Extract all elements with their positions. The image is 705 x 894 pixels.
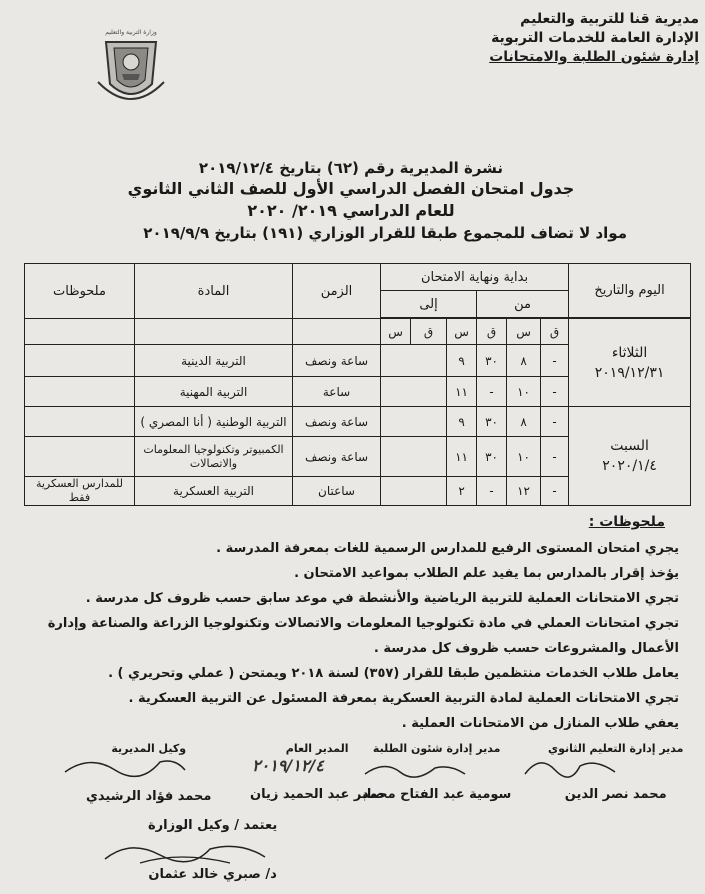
duration: ساعة ونصف bbox=[293, 437, 381, 477]
header-to: إلى bbox=[381, 291, 477, 318]
duration: ساعتان bbox=[293, 477, 381, 506]
to-minute: ٣٠ bbox=[477, 407, 507, 437]
list-item: يؤخذ إقرار بالمدارس بما يفيد علم الطلاب بمواعيد الامتحان . bbox=[294, 566, 679, 581]
col-min: ق bbox=[411, 319, 447, 345]
header-start-end: بداية ونهاية الامتحان bbox=[381, 264, 569, 291]
from-hour: ١٠ bbox=[507, 437, 541, 477]
from-hour: ٨ bbox=[507, 407, 541, 437]
signatory-title: وكيل المديرية bbox=[111, 742, 187, 755]
signatory-title: مدير إدارة التعليم الثانوي bbox=[548, 742, 684, 755]
to-hour: ٩ bbox=[447, 345, 477, 377]
header-subject: المادة bbox=[135, 264, 293, 319]
signatory-title: يعتمد / وكيل الوزارة bbox=[148, 818, 278, 833]
exam-schedule-table bbox=[24, 263, 691, 506]
handwritten-signature-icon bbox=[100, 835, 270, 869]
subject: التربية العسكرية bbox=[135, 477, 293, 506]
col-min: ق bbox=[477, 319, 507, 345]
to-hour: ١١ bbox=[447, 377, 477, 407]
to-minute: ٣٠ bbox=[477, 437, 507, 477]
list-item: يعفي طلاب المنازل من الامتحانات العملية . bbox=[401, 716, 679, 731]
col-min: ق bbox=[541, 319, 569, 345]
from-minute: - bbox=[541, 345, 569, 377]
row-note bbox=[25, 407, 135, 437]
handwritten-signature-icon bbox=[520, 752, 620, 782]
header-duration: الزمن bbox=[293, 264, 381, 319]
row-note bbox=[25, 377, 135, 407]
to-minute: ٣٠ bbox=[477, 345, 507, 377]
notes-list bbox=[19, 536, 679, 736]
to-hour: ٩ bbox=[447, 407, 477, 437]
handwritten-signature-icon bbox=[360, 756, 470, 782]
bulletin-number: نشرة المديرية رقم (٦٢) بتاريخ ٢٠١٩/١٢/٤ bbox=[198, 159, 504, 177]
notes-heading: ملحوظات : bbox=[588, 514, 665, 530]
day-cell bbox=[569, 319, 691, 407]
academic-year: للعام الدراسي ٢٠١٩/ ٢٠٢٠ bbox=[247, 201, 455, 220]
duration: ساعة ونصف bbox=[293, 407, 381, 437]
letterhead-general-admin: الإدارة العامة للخدمات التربوية bbox=[491, 30, 699, 46]
signatory-title: مدير إدارة شئون الطلبة bbox=[372, 742, 501, 755]
signatory-title: المدير العام bbox=[285, 742, 349, 755]
signatory-name: محمد نصر الدين bbox=[564, 787, 667, 802]
ministry-seal-icon bbox=[86, 24, 176, 110]
day-cell bbox=[569, 407, 691, 506]
to-minute: - bbox=[477, 377, 507, 407]
duration: ساعة ونصف bbox=[293, 345, 381, 377]
non-graded-subjects-note: مواد لا تضاف للمجموع طبقا للقرار الوزاري (١٩١) بتاريخ ٢٠١٩/٩/٩ bbox=[143, 224, 627, 242]
schedule-title: جدول امتحان الفصل الدراسي الأول للصف الثاني الثانوي bbox=[127, 179, 575, 198]
header-day-date: اليوم والتاريخ bbox=[569, 264, 691, 318]
signatory-name: صابر عبد الحميد زيان bbox=[250, 787, 385, 802]
to-hour: ١١ bbox=[447, 437, 477, 477]
list-item: يعامل طلاب الخدمات منتظمين طبقا للقرار (٣٥٧) لسنة ٢٠١٨ ويمتحن ( عملي وتحريري ) . bbox=[108, 666, 679, 681]
row-note bbox=[25, 345, 135, 377]
from-minute: - bbox=[541, 477, 569, 506]
subject: التربية الوطنية ( أنا المصري ) bbox=[135, 407, 293, 437]
col-hour: س bbox=[381, 319, 411, 345]
signatory-name: سومية عبد الفتاح محمد bbox=[362, 787, 512, 802]
list-item: الأعمال والمشروعات حسب ظروف كل مدرسة . bbox=[373, 641, 679, 656]
subject: التربية الدينية bbox=[135, 345, 293, 377]
list-item: تجري امتحانات العملي في مادة تكنولوجيا المعلومات والاتصالات وتكنولوجيا الزراعة والصناعة وإدارة bbox=[47, 616, 679, 631]
letterhead-department: إدارة شئون الطلبة والامتحانات bbox=[489, 49, 699, 65]
row-note: للمدارس العسكرية فقط bbox=[25, 477, 135, 506]
handwritten-date: ٢٠١٩/١٢/٤ bbox=[252, 756, 324, 775]
signatory-name: د/ صبري خالد عثمان bbox=[148, 867, 277, 882]
signatory-name: محمد فؤاد الرشيدي bbox=[86, 789, 212, 804]
list-item: يجري امتحان المستوى الرفيع للمدارس الرسمية للغات بمعرفة المدرسة . bbox=[216, 541, 679, 556]
day-date: ٢٠٢٠/١/٤ bbox=[602, 458, 657, 474]
from-hour: ١٠ bbox=[507, 377, 541, 407]
list-item: تجري الامتحانات العملية للتربية الرياضية والأنشطة في موعد سابق حسب ظروف كل مدرسة . bbox=[85, 591, 679, 606]
from-hour: ٨ bbox=[507, 345, 541, 377]
subject: الكمبيوتر وتكنولوجيا المعلومات والاتصالات bbox=[135, 437, 293, 477]
header-from: من bbox=[477, 291, 569, 318]
document-titles bbox=[71, 158, 631, 244]
letterhead-directorate: مديرية قنا للتربية والتعليم bbox=[520, 11, 699, 27]
day-name: الثلاثاء bbox=[611, 344, 648, 361]
from-hour: ١٢ bbox=[507, 477, 541, 506]
from-minute: - bbox=[541, 407, 569, 437]
list-item: تجري الامتحانات العملية لمادة التربية العسكرية بمعرفة المسئول عن التربية العسكرية . bbox=[128, 691, 679, 706]
header-notes: ملحوظات bbox=[25, 264, 135, 319]
handwritten-signature-icon bbox=[60, 752, 190, 782]
to-hour: ٢ bbox=[447, 477, 477, 506]
seal-caption: وزارة التربية والتعليم bbox=[105, 29, 157, 36]
from-minute: - bbox=[541, 437, 569, 477]
col-hour: س bbox=[447, 319, 477, 345]
table-row bbox=[25, 407, 691, 437]
duration: ساعة bbox=[293, 377, 381, 407]
day-date: ٢٠١٩/١٢/٣١ bbox=[594, 364, 665, 381]
day-name: السبت bbox=[610, 438, 649, 454]
from-minute: - bbox=[541, 377, 569, 407]
letterhead bbox=[469, 10, 699, 67]
to-minute: - bbox=[477, 477, 507, 506]
subject: التربية المهنية bbox=[135, 377, 293, 407]
row-note bbox=[25, 437, 135, 477]
col-hour: س bbox=[507, 319, 541, 345]
